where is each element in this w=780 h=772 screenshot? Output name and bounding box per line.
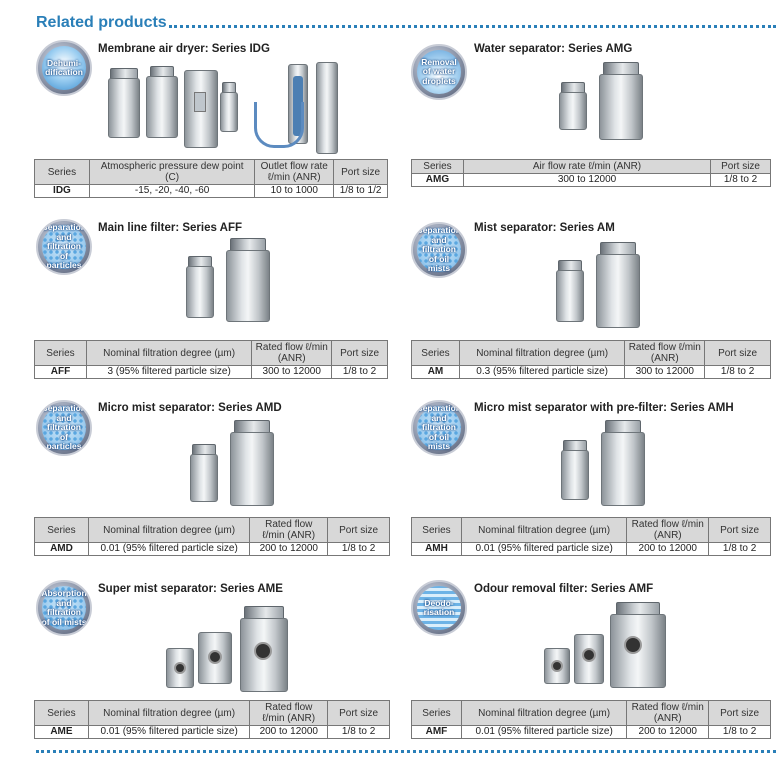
col-header-series: Series <box>35 160 90 185</box>
table-cell: 1/8 to 2 <box>328 543 390 556</box>
col-header-series: Series <box>412 341 460 366</box>
col-header-filtration: Nominal filtration degree (µm) <box>461 701 626 726</box>
amd-title: Micro mist separator: Series AMD <box>98 402 282 414</box>
oil-mist-separation-badge-icon <box>411 400 467 456</box>
table-cell: 1/8 to 2 <box>711 174 771 187</box>
table-cell: 200 to 12000 <box>250 543 328 556</box>
col-header-flow: Outlet flow rate ℓ/min (ANR) <box>255 160 334 185</box>
table-row <box>35 726 390 739</box>
dehumidification-badge-icon <box>36 40 92 96</box>
col-header-flow: Rated flow ℓ/min (ANR) <box>625 341 705 366</box>
table-row <box>35 185 388 198</box>
table-row <box>412 366 771 379</box>
col-header-series: Series <box>412 701 462 726</box>
col-header-flow: Rated flow ℓ/min (ANR) <box>250 701 328 726</box>
badge-label: Absorption and filtration of oil mists <box>42 586 86 630</box>
col-header-dew-point: Atmospheric pressure dew point (C) <box>89 160 254 185</box>
am-spec-table <box>411 340 771 379</box>
col-header-flow: Rated flow ℓ/min (ANR) <box>252 341 332 366</box>
col-header-port: Port size <box>709 701 771 726</box>
idg-product-image <box>104 62 354 157</box>
amh-product-image <box>557 418 657 510</box>
particle-separation-badge-icon <box>36 400 92 456</box>
amf-product-image <box>540 600 680 692</box>
badge-label: Removal of water droplets <box>417 50 461 94</box>
aff-product-image <box>182 236 282 330</box>
amf-title: Odour removal filter: Series AMF <box>474 583 654 595</box>
col-header-flow: Rated flow ℓ/min (ANR) <box>250 518 328 543</box>
table-row <box>412 726 771 739</box>
particle-separation-badge-icon <box>36 219 92 275</box>
idg-spec-table <box>34 159 388 198</box>
table-cell: 1/8 to 2 <box>709 543 771 556</box>
table-cell: 0.01 (95% filtered particle size) <box>461 726 626 739</box>
ame-spec-table <box>34 700 390 739</box>
col-header-port: Port size <box>328 701 390 726</box>
header-dotted-rule <box>169 25 776 28</box>
table-cell: 300 to 12000 <box>625 366 705 379</box>
table-cell: 10 to 1000 <box>255 185 334 198</box>
table-cell: 200 to 12000 <box>627 726 709 739</box>
amg-title: Water separator: Series AMG <box>474 43 633 55</box>
ame-product-image <box>160 604 300 694</box>
aff-title: Main line filter: Series AFF <box>98 222 242 234</box>
amd-product-image <box>186 418 286 510</box>
table-row <box>35 543 390 556</box>
col-header-filtration: Nominal filtration degree (µm) <box>88 701 249 726</box>
oil-mist-separation-badge-icon <box>411 222 467 278</box>
am-product-image <box>552 240 652 332</box>
series-cell: AFF <box>35 366 87 379</box>
oil-mist-absorption-badge-icon <box>36 580 92 636</box>
table-cell: 1/8 to 2 <box>332 366 388 379</box>
col-header-series: Series <box>35 518 89 543</box>
table-cell: 1/8 to 2 <box>705 366 771 379</box>
col-header-filtration: Nominal filtration degree (µm) <box>461 518 626 543</box>
table-cell: 300 to 12000 <box>252 366 332 379</box>
section-header <box>36 14 776 32</box>
series-cell: AMG <box>412 174 464 187</box>
series-cell: IDG <box>35 185 90 198</box>
idg-title: Membrane air dryer: Series IDG <box>98 43 270 55</box>
amd-spec-table <box>34 517 390 556</box>
col-header-series: Series <box>35 341 87 366</box>
table-row <box>412 543 771 556</box>
amh-title: Micro mist separator with pre-filter: Series AMH <box>474 402 734 414</box>
badge-label: Separation and filtration of particles <box>42 222 86 271</box>
table-cell: 0.01 (95% filtered particle size) <box>88 726 249 739</box>
table-row <box>412 174 771 187</box>
series-cell: AMH <box>412 543 462 556</box>
table-cell: 200 to 12000 <box>250 726 328 739</box>
badge-label: Separation and filtration of particles <box>42 403 86 452</box>
table-cell: 1/8 to 1/2 <box>334 185 388 198</box>
col-header-filtration: Nominal filtration degree (µm) <box>88 518 249 543</box>
col-header-flow: Air flow rate ℓ/min (ANR) <box>463 160 710 174</box>
amg-product-image <box>555 60 655 150</box>
series-cell: AMD <box>35 543 89 556</box>
badge-label: Separation and filtration of oil mists <box>417 403 461 452</box>
aff-spec-table <box>34 340 388 379</box>
col-header-port: Port size <box>332 341 388 366</box>
deodorisation-badge-icon <box>411 580 467 636</box>
col-header-port: Port size <box>328 518 390 543</box>
series-cell: AMF <box>412 726 462 739</box>
badge-label: Separation and filtration of oil mists <box>417 225 461 274</box>
col-header-flow: Rated flow ℓ/min (ANR) <box>627 518 709 543</box>
amh-spec-table <box>411 517 771 556</box>
badge-label: Deodo- risation <box>417 586 461 630</box>
badge-label: Dehumi- dification <box>42 46 86 90</box>
col-header-port: Port size <box>334 160 388 185</box>
page-title: Related products <box>36 14 167 31</box>
col-header-port: Port size <box>709 518 771 543</box>
water-removal-badge-icon <box>411 44 467 100</box>
table-row <box>35 366 388 379</box>
table-cell: 300 to 12000 <box>463 174 710 187</box>
col-header-port: Port size <box>711 160 771 174</box>
col-header-series: Series <box>412 160 464 174</box>
table-cell: 200 to 12000 <box>627 543 709 556</box>
col-header-flow: Rated flow ℓ/min (ANR) <box>627 701 709 726</box>
table-cell: -15, -20, -40, -60 <box>89 185 254 198</box>
table-cell: 1/8 to 2 <box>709 726 771 739</box>
table-cell: 3 (95% filtered particle size) <box>86 366 251 379</box>
series-cell: AM <box>412 366 460 379</box>
amg-spec-table <box>411 159 771 187</box>
col-header-series: Series <box>412 518 462 543</box>
table-cell: 0.01 (95% filtered particle size) <box>88 543 249 556</box>
table-cell: 1/8 to 2 <box>328 726 390 739</box>
series-cell: AME <box>35 726 89 739</box>
col-header-series: Series <box>35 701 89 726</box>
footer-dotted-rule <box>36 750 776 753</box>
amf-spec-table <box>411 700 771 739</box>
table-cell: 0.3 (95% filtered particle size) <box>459 366 624 379</box>
am-title: Mist separator: Series AM <box>474 222 615 234</box>
col-header-filtration: Nominal filtration degree (µm) <box>86 341 251 366</box>
col-header-port: Port size <box>705 341 771 366</box>
col-header-filtration: Nominal filtration degree (µm) <box>459 341 624 366</box>
ame-title: Super mist separator: Series AME <box>98 583 283 595</box>
table-cell: 0.01 (95% filtered particle size) <box>461 543 626 556</box>
